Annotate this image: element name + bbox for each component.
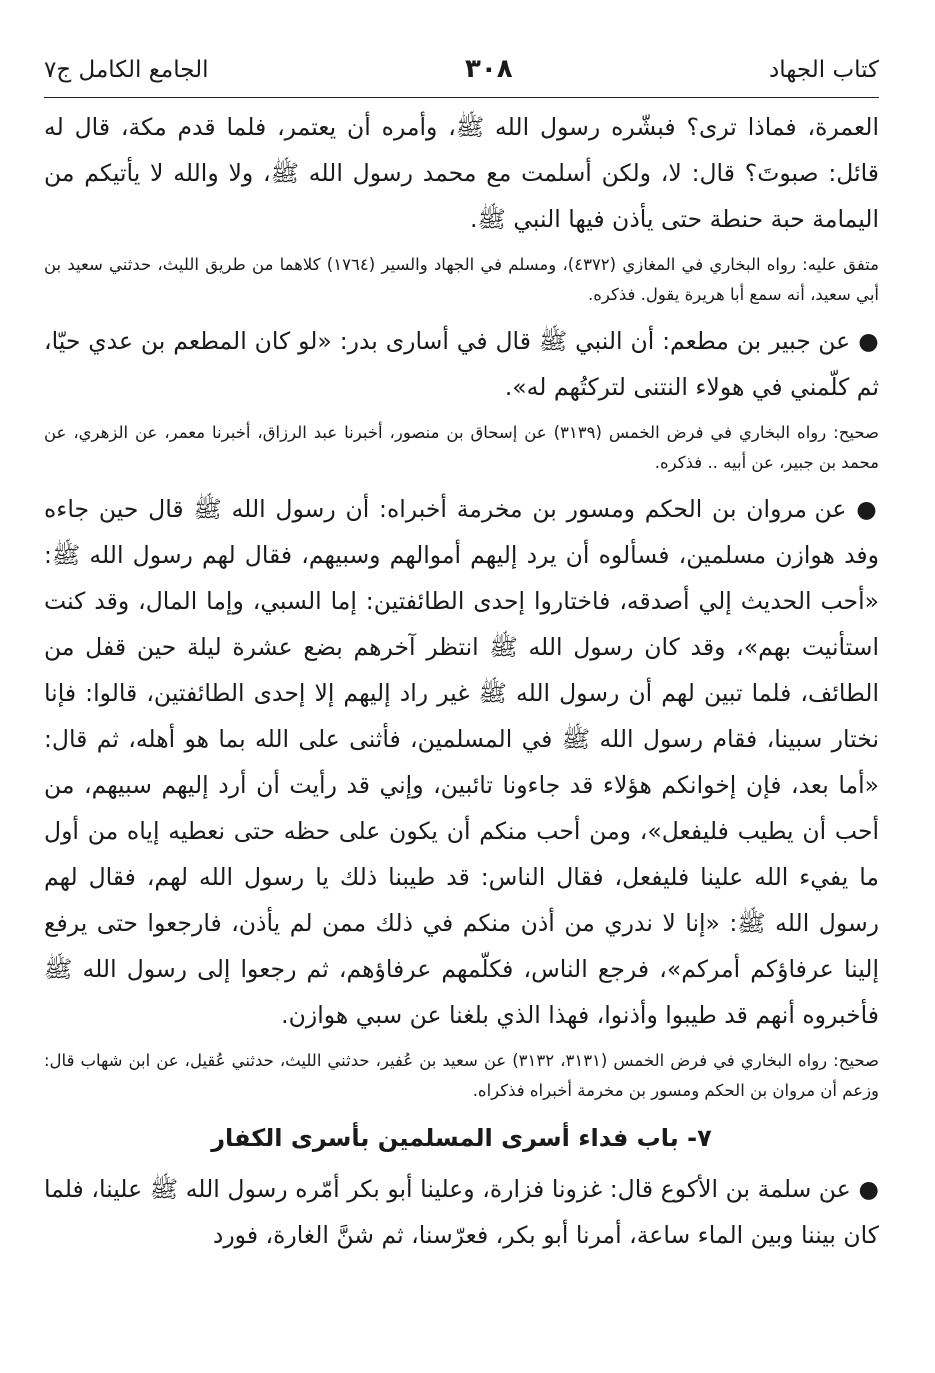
- bullet-icon: ●: [858, 1175, 879, 1203]
- hadith-paragraph: العمرة، فماذا ترى؟ فبشّره رسول الله ﷺ، وأمره أن يعتمر، فلما قدم مكة، قال له قائل: صبوتَ؟ قال: لا، ولكن أسلمت مع محمد رسول الله ﷺ، ولا والله لا يأتيكم من اليمامة حبة حنطة حتى يأذن فيها النبي ﷺ.: [44, 113, 879, 233]
- hadith-citation: صحيح: رواه البخاري في فرض الخمس (٣١٣٩) عن إسحاق بن منصور، أخبرنا عبد الرزاق، أخبرنا معمر، عن الزهري، عن محمد بن جبير، عن أبيه .. فذكره.: [44, 423, 879, 472]
- book-section-title: كتاب الجهاد: [769, 57, 879, 83]
- hadith-citation: متفق عليه: رواه البخاري في المغازي (٤٣٧٢)، ومسلم في الجهاد والسير (١٧٦٤) كلاهما من طريق الليث، حدثني سعيد بن أبي سعيد، أنه سمع أبا هريرة يقول. فذكره.: [44, 255, 879, 304]
- page: [44, 52, 879, 1258]
- running-header: [44, 52, 879, 98]
- hadith-text: عن مروان بن الحكم ومسور بن مخرمة أخبراه: أن رسول الله ﷺ قال حين جاءه وفد هوازن مسلمين، فسألوه أن يرد إليهم أموالهم وسبيهم، فقال لهم رسول الله ﷺ: «أحب الحديث إلي أصدقه، فاختاروا إحدى الطائفتين: إما السبي، وإما المال، وقد كنت استأنيت بهم»، وقد كان رسول الله ﷺ انتظر آخرهم بضع عشرة ليلة حين قفل من الطائف، فلما تبين لهم أن رسول الله ﷺ غير راد إليهم إلا إحدى الطائفتين، قالوا: فإنا نختار سبينا، فقام رسول الله ﷺ في المسلمين، فأثنى على الله بما هو أهله، ثم قال: «أما بعد، فإن إخوانكم هؤلاء قد جاءونا تائبين، وإني قد رأيت أن أرد إليهم سبيهم، من أحب أن يطيب فليفعل»، ومن أحب منكم أن يكون على حظه حتى نعطيه إياه من أول ما يفيء الله علينا فليفعل، فقال الناس: قد طيبنا ذلك يا رسول الله لهم، فقال لهم رسول الله ﷺ: «إنا لا ندري من أذن منكم في ذلك ممن لم يأذن، فارجعوا حتى يرفع إلينا عرفاؤكم أمركم»، فرجع الناس، فكلّمهم عرفاؤهم، ثم رجعوا إلى رسول الله ﷺ فأخبروه أنهم قد طيبوا وأذنوا، فهذا الذي بلغنا عن سبي هوازن.: [44, 495, 879, 1029]
- bullet-icon: ●: [856, 495, 879, 523]
- hadith-paragraph: [44, 1166, 879, 1258]
- chapter-heading: ٧- باب فداء أسرى المسلمين بأسرى الكفار: [211, 1124, 712, 1152]
- hadith-citation: صحيح: رواه البخاري في فرض الخمس (٣١٣١، ٣١٣٢) عن سعيد بن عُفير، حدثني الليث، حدثني عُقيل، عن ابن شهاب قال: وزعم أن مروان بن الحكم ومسور بن مخرمة أخبراه فذكراه.: [44, 1051, 879, 1100]
- bullet-icon: ●: [858, 327, 879, 355]
- hadith-paragraph: [44, 318, 879, 410]
- page-number: ٣٠٨: [464, 54, 513, 84]
- hadith-text: عن سلمة بن الأكوع قال: غزونا فزارة، وعلينا أبو بكر أمّره رسول الله ﷺ علينا، فلما كان بيننا وبين الماء ساعة، أمرنا أبو بكر، فعرّسنا، ثم شنَّ الغارة، فورد: [44, 1175, 879, 1249]
- book-title: الجامع الكامل ج٧: [44, 57, 209, 83]
- hadith-paragraph: [44, 486, 879, 1038]
- hadith-text: عن جبير بن مطعم: أن النبي ﷺ قال في أسارى بدر: «لو كان المطعم بن عدي حيّا، ثم كلّمني في هولاء النتنى لتركتُهم له».: [44, 327, 879, 401]
